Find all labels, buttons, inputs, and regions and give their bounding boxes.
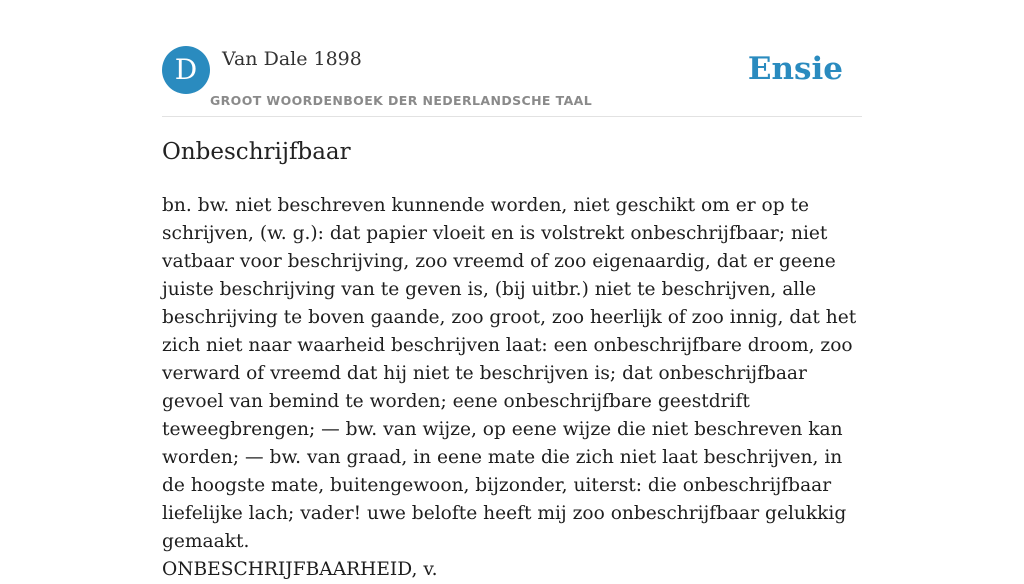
entry-title: Onbeschrijfbaar [162, 139, 351, 165]
source-avatar[interactable]: D [162, 46, 210, 94]
ensie-logo-link[interactable]: Ensie [747, 51, 843, 87]
source-subtitle: GROOT WOORDENBOEK DER NEDERLANDSCHE TAAL [210, 93, 593, 108]
source-title[interactable]: Van Dale 1898 [222, 48, 362, 70]
next-entry-heading: ONBESCHRIJFBAARHEID, v. [162, 559, 438, 580]
definition-text: bn. bw. niet beschreven kunnende worden, niet geschikt om er op te schrijven, (w. g.): dat papier vloeit en is volstrekt onbeschrijfbaar; niet vatbaar voor beschrijving, zoo vreemd of zoo eigenaardig, dat er geene juiste beschrijving van te geven is, (bij uitbr.) niet te beschrijven, alle beschrijving te boven gaande, zoo groot, zoo heerlijk of zoo innig, dat het zich niet naar waarheid beschrijven laat: een onbeschrijfbare droom, zoo verward of vreemd dat hij niet te beschrijven is; dat onbeschrijfbaar gevoel van bemind te worden; eene onbeschrijfbare geestdrift teweegbrengen; — bw. van wijze, op eene wijze die niet beschreven kan worden; — bw. van graad, in eene mate die zich niet laat beschrijven, in de hoogste mate, buitengewoon, bijzonder, uiterst: die onbeschrijfbaar liefelijke lach; vader! uwe belofte heeft mij zoo onbeschrijfbaar gelukkig gemaakt. [162, 195, 857, 552]
header [162, 46, 862, 117]
entry-definition [162, 192, 866, 584]
